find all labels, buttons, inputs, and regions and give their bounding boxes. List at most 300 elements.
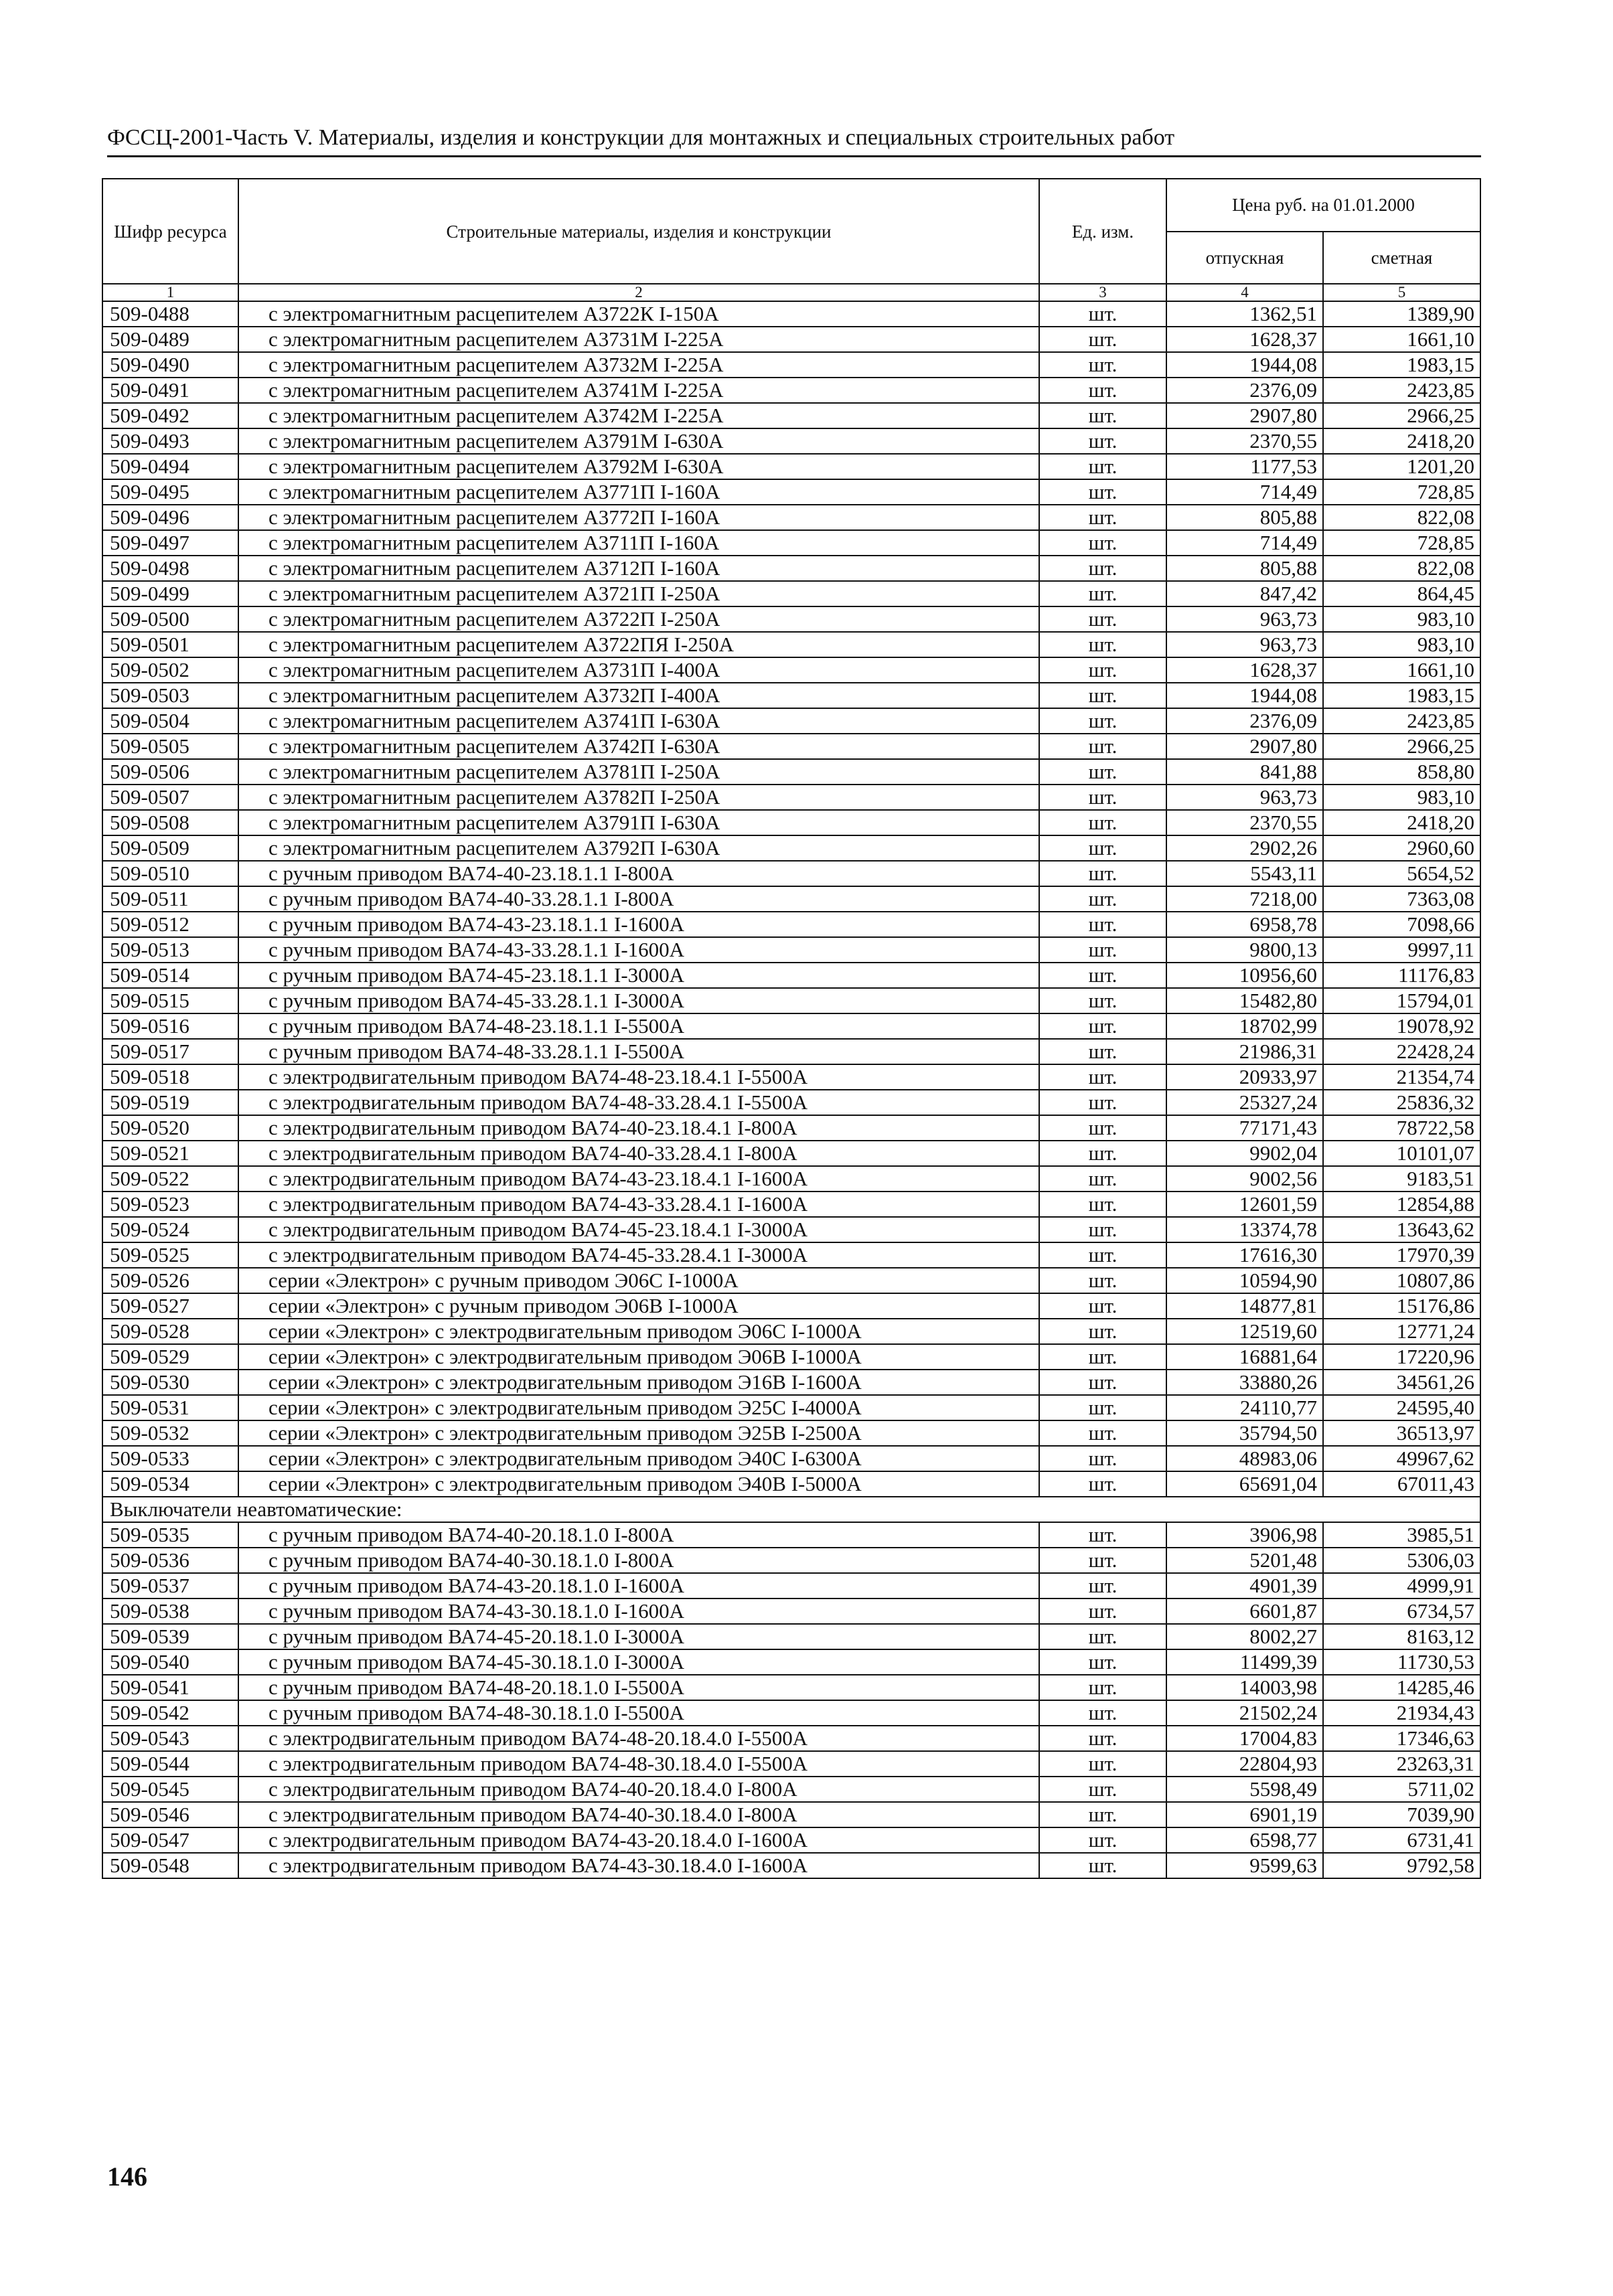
cell-code: 509-0496: [102, 505, 238, 530]
table-row: [102, 1395, 1480, 1420]
cell-name: с ручным приводом ВА74-40-33.28.1.1 I-800А: [238, 886, 1039, 912]
section-title: Выключатели неавтоматические:: [102, 1497, 1480, 1522]
cell-estimate-price: 7098,66: [1323, 912, 1480, 937]
cell-code: 509-0488: [102, 301, 238, 327]
table-row: [102, 454, 1480, 479]
header-rule: [107, 155, 1481, 157]
cell-unit: шт.: [1039, 1853, 1166, 1878]
cell-name: с электромагнитным расцепителем А3792П I-630А: [238, 835, 1039, 861]
cell-name: с электромагнитным расцепителем А3722К I-150А: [238, 301, 1039, 327]
cell-unit: шт.: [1039, 606, 1166, 632]
table-row: [102, 1370, 1480, 1395]
cell-estimate-price: 1201,20: [1323, 454, 1480, 479]
cell-code: 509-0498: [102, 556, 238, 581]
cell-estimate-price: 13643,62: [1323, 1217, 1480, 1242]
table-row: [102, 937, 1480, 963]
table-row: [102, 1802, 1480, 1827]
cell-name: с ручным приводом ВА74-45-30.18.1.0 I-3000А: [238, 1649, 1039, 1675]
cell-name: серии «Электрон» с электродвигательным приводом Э25В I-2500А: [238, 1420, 1039, 1446]
cell-estimate-price: 3985,51: [1323, 1522, 1480, 1548]
cell-release-price: 33880,26: [1166, 1370, 1323, 1395]
cell-estimate-price: 36513,97: [1323, 1420, 1480, 1446]
table-row: [102, 759, 1480, 785]
table-row: [102, 632, 1480, 657]
cell-release-price: 11499,39: [1166, 1649, 1323, 1675]
cell-estimate-price: 5654,52: [1323, 861, 1480, 886]
cell-name: с электродвигательным приводом ВА74-48-20.18.4.0 I-5500А: [238, 1726, 1039, 1751]
cell-estimate-price: 2960,60: [1323, 835, 1480, 861]
cell-release-price: 2902,26: [1166, 835, 1323, 861]
table-row: [102, 428, 1480, 454]
table-section: [102, 1497, 1480, 1522]
cell-release-price: 805,88: [1166, 556, 1323, 581]
cell-unit: шт.: [1039, 1827, 1166, 1853]
cell-estimate-price: 24595,40: [1323, 1395, 1480, 1420]
cell-name: серии «Электрон» с электродвигательным приводом Э40В I-5000А: [238, 1471, 1039, 1497]
cell-unit: шт.: [1039, 403, 1166, 428]
cell-unit: шт.: [1039, 1141, 1166, 1166]
table-row: [102, 1268, 1480, 1293]
cell-code: 509-0533: [102, 1446, 238, 1471]
cell-unit: шт.: [1039, 556, 1166, 581]
table-row: [102, 1293, 1480, 1319]
cell-release-price: 12601,59: [1166, 1192, 1323, 1217]
table-row: [102, 1471, 1480, 1497]
cell-release-price: 8002,27: [1166, 1624, 1323, 1649]
table-row: [102, 1726, 1480, 1751]
cell-code: 509-0519: [102, 1090, 238, 1115]
cell-unit: шт.: [1039, 963, 1166, 988]
column-header-name: Строительные материалы, изделия и конструкции: [238, 179, 1039, 284]
table-row: [102, 1192, 1480, 1217]
cell-estimate-price: 23263,31: [1323, 1751, 1480, 1777]
cell-unit: шт.: [1039, 1802, 1166, 1827]
cell-release-price: 6598,77: [1166, 1827, 1323, 1853]
cell-release-price: 25327,24: [1166, 1090, 1323, 1115]
table-row: [102, 835, 1480, 861]
cell-release-price: 18702,99: [1166, 1013, 1323, 1039]
cell-release-price: 6901,19: [1166, 1802, 1323, 1827]
cell-unit: шт.: [1039, 1268, 1166, 1293]
table-row: [102, 1319, 1480, 1344]
column-number: 1: [102, 284, 238, 301]
column-header-code: Шифр ресурса: [102, 179, 238, 284]
cell-estimate-price: 11730,53: [1323, 1649, 1480, 1675]
table-row: [102, 1777, 1480, 1802]
cell-unit: шт.: [1039, 327, 1166, 352]
cell-code: 509-0529: [102, 1344, 238, 1370]
cell-code: 509-0531: [102, 1395, 238, 1420]
cell-code: 509-0547: [102, 1827, 238, 1853]
cell-release-price: 805,88: [1166, 505, 1323, 530]
cell-code: 509-0543: [102, 1726, 238, 1751]
table-body-circuit-breakers: [102, 301, 1480, 1497]
cell-name: с ручным приводом ВА74-45-33.28.1.1 I-3000А: [238, 988, 1039, 1013]
cell-estimate-price: 1661,10: [1323, 657, 1480, 683]
table-row: [102, 1166, 1480, 1192]
cell-release-price: 2907,80: [1166, 734, 1323, 759]
cell-code: 509-0542: [102, 1700, 238, 1726]
cell-code: 509-0514: [102, 963, 238, 988]
cell-name: с ручным приводом ВА74-43-33.28.1.1 I-1600А: [238, 937, 1039, 963]
cell-release-price: 2376,09: [1166, 708, 1323, 734]
cell-code: 509-0502: [102, 657, 238, 683]
column-header-release-price: отпускная: [1166, 232, 1323, 284]
table-row: [102, 1853, 1480, 1878]
cell-estimate-price: 2966,25: [1323, 403, 1480, 428]
cell-code: 509-0515: [102, 988, 238, 1013]
cell-unit: шт.: [1039, 505, 1166, 530]
cell-code: 509-0491: [102, 378, 238, 403]
cell-name: с электромагнитным расцепителем А3711П I-160А: [238, 530, 1039, 556]
cell-release-price: 9002,56: [1166, 1166, 1323, 1192]
cell-name: с электромагнитным расцепителем А3772П I-160А: [238, 505, 1039, 530]
cell-estimate-price: 2418,20: [1323, 810, 1480, 835]
table-row: [102, 988, 1480, 1013]
cell-release-price: 12519,60: [1166, 1319, 1323, 1344]
cell-release-price: 2370,55: [1166, 428, 1323, 454]
cell-name: с электромагнитным расцепителем А3791П I-630А: [238, 810, 1039, 835]
cell-name: с электромагнитным расцепителем А3742М I-225А: [238, 403, 1039, 428]
cell-release-price: 48983,06: [1166, 1446, 1323, 1471]
cell-unit: шт.: [1039, 1420, 1166, 1446]
cell-unit: шт.: [1039, 352, 1166, 378]
cell-code: 509-0505: [102, 734, 238, 759]
cell-unit: шт.: [1039, 683, 1166, 708]
cell-release-price: 1628,37: [1166, 657, 1323, 683]
cell-code: 509-0497: [102, 530, 238, 556]
table-row: [102, 912, 1480, 937]
cell-estimate-price: 19078,92: [1323, 1013, 1480, 1039]
cell-name: с электродвигательным приводом ВА74-45-23.18.4.1 I-3000А: [238, 1217, 1039, 1242]
cell-code: 509-0518: [102, 1064, 238, 1090]
cell-unit: шт.: [1039, 657, 1166, 683]
cell-code: 509-0517: [102, 1039, 238, 1064]
cell-release-price: 5598,49: [1166, 1777, 1323, 1802]
cell-code: 509-0525: [102, 1242, 238, 1268]
cell-unit: шт.: [1039, 912, 1166, 937]
cell-release-price: 1944,08: [1166, 683, 1323, 708]
cell-code: 509-0512: [102, 912, 238, 937]
table-row: [102, 556, 1480, 581]
cell-estimate-price: 983,10: [1323, 606, 1480, 632]
cell-estimate-price: 67011,43: [1323, 1471, 1480, 1497]
cell-unit: шт.: [1039, 1039, 1166, 1064]
cell-release-price: 14003,98: [1166, 1675, 1323, 1700]
cell-name: серии «Электрон» с электродвигательным приводом Э06С I-1000А: [238, 1319, 1039, 1344]
cell-code: 509-0537: [102, 1573, 238, 1598]
cell-estimate-price: 728,85: [1323, 479, 1480, 505]
cell-unit: шт.: [1039, 708, 1166, 734]
cell-release-price: 13374,78: [1166, 1217, 1323, 1242]
cell-unit: шт.: [1039, 886, 1166, 912]
cell-code: 509-0526: [102, 1268, 238, 1293]
cell-unit: шт.: [1039, 785, 1166, 810]
cell-estimate-price: 2966,25: [1323, 734, 1480, 759]
cell-name: с электродвигательным приводом ВА74-40-20.18.4.0 I-800А: [238, 1777, 1039, 1802]
cell-code: 509-0507: [102, 785, 238, 810]
cell-release-price: 9902,04: [1166, 1141, 1323, 1166]
cell-name: с электромагнитным расцепителем А3722ПЯ I-250А: [238, 632, 1039, 657]
cell-estimate-price: 9792,58: [1323, 1853, 1480, 1878]
cell-estimate-price: 9997,11: [1323, 937, 1480, 963]
table-row: [102, 606, 1480, 632]
table-row: [102, 657, 1480, 683]
cell-code: 509-0545: [102, 1777, 238, 1802]
cell-unit: шт.: [1039, 1242, 1166, 1268]
cell-unit: шт.: [1039, 988, 1166, 1013]
cell-release-price: 714,49: [1166, 530, 1323, 556]
cell-code: 509-0511: [102, 886, 238, 912]
cell-release-price: 15482,80: [1166, 988, 1323, 1013]
page-header-title: ФССЦ-2001-Часть V. Материалы, изделия и конструкции для монтажных и специальных строительных работ: [107, 125, 1175, 150]
cell-name: с электромагнитным расцепителем А3712П I-160А: [238, 556, 1039, 581]
cell-name: с ручным приводом ВА74-48-20.18.1.0 I-5500А: [238, 1675, 1039, 1700]
cell-unit: шт.: [1039, 835, 1166, 861]
cell-code: 509-0540: [102, 1649, 238, 1675]
cell-code: 509-0494: [102, 454, 238, 479]
cell-unit: шт.: [1039, 937, 1166, 963]
cell-name: с ручным приводом ВА74-43-30.18.1.0 I-1600А: [238, 1598, 1039, 1624]
cell-estimate-price: 5711,02: [1323, 1777, 1480, 1802]
cell-code: 509-0524: [102, 1217, 238, 1242]
cell-release-price: 963,73: [1166, 606, 1323, 632]
cell-estimate-price: 21934,43: [1323, 1700, 1480, 1726]
cell-release-price: 1944,08: [1166, 352, 1323, 378]
cell-name: серии «Электрон» с электродвигательным приводом Э40С I-6300А: [238, 1446, 1039, 1471]
cell-name: с ручным приводом ВА74-45-20.18.1.0 I-3000А: [238, 1624, 1039, 1649]
table-row: [102, 1013, 1480, 1039]
cell-release-price: 14877,81: [1166, 1293, 1323, 1319]
cell-unit: шт.: [1039, 378, 1166, 403]
cell-code: 509-0516: [102, 1013, 238, 1039]
cell-release-price: 35794,50: [1166, 1420, 1323, 1446]
cell-code: 509-0510: [102, 861, 238, 886]
table-row: [102, 886, 1480, 912]
cell-unit: шт.: [1039, 810, 1166, 835]
cell-name: серии «Электрон» с электродвигательным приводом Э06В I-1000А: [238, 1344, 1039, 1370]
cell-release-price: 10594,90: [1166, 1268, 1323, 1293]
cell-code: 509-0490: [102, 352, 238, 378]
cell-name: с ручным приводом ВА74-43-23.18.1.1 I-1600А: [238, 912, 1039, 937]
cell-release-price: 20933,97: [1166, 1064, 1323, 1090]
cell-unit: шт.: [1039, 1548, 1166, 1573]
cell-release-price: 1628,37: [1166, 327, 1323, 352]
cell-name: с электромагнитным расцепителем А3731М I-225А: [238, 327, 1039, 352]
cell-unit: шт.: [1039, 1700, 1166, 1726]
cell-estimate-price: 1983,15: [1323, 683, 1480, 708]
cell-release-price: 24110,77: [1166, 1395, 1323, 1420]
cell-code: 509-0492: [102, 403, 238, 428]
table-row: [102, 1675, 1480, 1700]
cell-code: 509-0535: [102, 1522, 238, 1548]
cell-code: 509-0532: [102, 1420, 238, 1446]
cell-code: 509-0544: [102, 1751, 238, 1777]
cell-code: 509-0509: [102, 835, 238, 861]
cell-code: 509-0548: [102, 1853, 238, 1878]
table-row: [102, 327, 1480, 352]
table-row: [102, 1624, 1480, 1649]
cell-code: 509-0495: [102, 479, 238, 505]
cell-unit: шт.: [1039, 1624, 1166, 1649]
cell-estimate-price: 822,08: [1323, 505, 1480, 530]
table-row: [102, 785, 1480, 810]
cell-unit: шт.: [1039, 1013, 1166, 1039]
cell-unit: шт.: [1039, 1370, 1166, 1395]
column-number: 3: [1039, 284, 1166, 301]
cell-estimate-price: 10101,07: [1323, 1141, 1480, 1166]
cell-release-price: 17004,83: [1166, 1726, 1323, 1751]
cell-code: 509-0493: [102, 428, 238, 454]
cell-release-price: 21502,24: [1166, 1700, 1323, 1726]
cell-unit: шт.: [1039, 1598, 1166, 1624]
table-row: [102, 1598, 1480, 1624]
cell-unit: шт.: [1039, 1446, 1166, 1471]
cell-estimate-price: 2418,20: [1323, 428, 1480, 454]
cell-name: с ручным приводом ВА74-43-20.18.1.0 I-1600А: [238, 1573, 1039, 1598]
cell-code: 509-0522: [102, 1166, 238, 1192]
cell-name: с электромагнитным расцепителем А3792М I-630А: [238, 454, 1039, 479]
column-header-price-group: Цена руб. на 01.01.2000: [1166, 179, 1480, 232]
cell-name: с электродвигательным приводом ВА74-48-23.18.4.1 I-5500А: [238, 1064, 1039, 1090]
cell-name: с электродвигательным приводом ВА74-43-23.18.4.1 I-1600А: [238, 1166, 1039, 1192]
cell-estimate-price: 49967,62: [1323, 1446, 1480, 1471]
cell-estimate-price: 864,45: [1323, 581, 1480, 606]
cell-name: с электромагнитным расцепителем А3741М I-225А: [238, 378, 1039, 403]
cell-release-price: 847,42: [1166, 581, 1323, 606]
table-row: [102, 1242, 1480, 1268]
cell-estimate-price: 2423,85: [1323, 708, 1480, 734]
table-row: [102, 301, 1480, 327]
cell-name: с электромагнитным расцепителем А3731П I-400А: [238, 657, 1039, 683]
cell-name: с ручным приводом ВА74-48-23.18.1.1 I-5500А: [238, 1013, 1039, 1039]
cell-code: 509-0508: [102, 810, 238, 835]
cell-release-price: 6601,87: [1166, 1598, 1323, 1624]
table-row: [102, 963, 1480, 988]
cell-code: 509-0521: [102, 1141, 238, 1166]
table-row: [102, 1573, 1480, 1598]
cell-unit: шт.: [1039, 1522, 1166, 1548]
cell-estimate-price: 11176,83: [1323, 963, 1480, 988]
table-row: [102, 1649, 1480, 1675]
table-row: [102, 683, 1480, 708]
table-row: [102, 352, 1480, 378]
cell-name: с электромагнитным расцепителем А3791М I-630А: [238, 428, 1039, 454]
cell-unit: шт.: [1039, 1573, 1166, 1598]
table-header: [102, 179, 1480, 301]
cell-release-price: 963,73: [1166, 785, 1323, 810]
cell-unit: шт.: [1039, 454, 1166, 479]
cell-unit: шт.: [1039, 861, 1166, 886]
cell-name: с электромагнитным расцепителем А3721П I-250А: [238, 581, 1039, 606]
cell-estimate-price: 5306,03: [1323, 1548, 1480, 1573]
column-number: 4: [1166, 284, 1323, 301]
cell-estimate-price: 2423,85: [1323, 378, 1480, 403]
cell-unit: шт.: [1039, 632, 1166, 657]
table-row: [102, 1420, 1480, 1446]
section-row: [102, 1497, 1480, 1522]
cell-unit: шт.: [1039, 1090, 1166, 1115]
cell-code: 509-0504: [102, 708, 238, 734]
cell-name: с электромагнитным расцепителем А3782П I-250А: [238, 785, 1039, 810]
cell-estimate-price: 15794,01: [1323, 988, 1480, 1013]
cell-estimate-price: 17970,39: [1323, 1242, 1480, 1268]
cell-estimate-price: 21354,74: [1323, 1064, 1480, 1090]
cell-name: серии «Электрон» с электродвигательным приводом Э16В I-1600А: [238, 1370, 1039, 1395]
column-header-estimate-price: сметная: [1323, 232, 1480, 284]
cell-name: с ручным приводом ВА74-40-23.18.1.1 I-800А: [238, 861, 1039, 886]
table-row: [102, 1141, 1480, 1166]
cell-code: 509-0538: [102, 1598, 238, 1624]
column-number: 2: [238, 284, 1039, 301]
cell-release-price: 16881,64: [1166, 1344, 1323, 1370]
cell-release-price: 77171,43: [1166, 1115, 1323, 1141]
cell-estimate-price: 8163,12: [1323, 1624, 1480, 1649]
cell-unit: шт.: [1039, 1064, 1166, 1090]
cell-unit: шт.: [1039, 1293, 1166, 1319]
cell-estimate-price: 12854,88: [1323, 1192, 1480, 1217]
cell-name: с электродвигательным приводом ВА74-43-30.18.4.0 I-1600А: [238, 1853, 1039, 1878]
cell-estimate-price: 1389,90: [1323, 301, 1480, 327]
table-row: [102, 479, 1480, 505]
cell-release-price: 22804,93: [1166, 1751, 1323, 1777]
cell-code: 509-0541: [102, 1675, 238, 1700]
cell-name: с электродвигательным приводом ВА74-43-20.18.4.0 I-1600А: [238, 1827, 1039, 1853]
cell-estimate-price: 728,85: [1323, 530, 1480, 556]
cell-name: с электродвигательным приводом ВА74-43-33.28.4.1 I-1600А: [238, 1192, 1039, 1217]
cell-unit: шт.: [1039, 428, 1166, 454]
cell-release-price: 3906,98: [1166, 1522, 1323, 1548]
column-number: 5: [1323, 284, 1480, 301]
table-row: [102, 861, 1480, 886]
cell-name: серии «Электрон» с ручным приводом Э06С I-1000А: [238, 1268, 1039, 1293]
cell-unit: шт.: [1039, 1726, 1166, 1751]
cell-name: с электромагнитным расцепителем А3742П I-630А: [238, 734, 1039, 759]
cell-estimate-price: 15176,86: [1323, 1293, 1480, 1319]
cell-name: с ручным приводом ВА74-48-30.18.1.0 I-5500А: [238, 1700, 1039, 1726]
cell-unit: шт.: [1039, 479, 1166, 505]
cell-unit: шт.: [1039, 734, 1166, 759]
cell-name: с ручным приводом ВА74-40-20.18.1.0 I-800А: [238, 1522, 1039, 1548]
cell-code: 509-0489: [102, 327, 238, 352]
column-number-row: [102, 284, 1480, 301]
table-row: [102, 1115, 1480, 1141]
cell-estimate-price: 6731,41: [1323, 1827, 1480, 1853]
cell-release-price: 17616,30: [1166, 1242, 1323, 1268]
cell-estimate-price: 6734,57: [1323, 1598, 1480, 1624]
table-body-switches: [102, 1522, 1480, 1878]
cell-unit: шт.: [1039, 1471, 1166, 1497]
table-row: [102, 1522, 1480, 1548]
table-row: [102, 1548, 1480, 1573]
cell-estimate-price: 1983,15: [1323, 352, 1480, 378]
cell-unit: шт.: [1039, 1751, 1166, 1777]
cell-name: с ручным приводом ВА74-40-30.18.1.0 I-800А: [238, 1548, 1039, 1573]
cell-unit: шт.: [1039, 1217, 1166, 1242]
cell-unit: шт.: [1039, 530, 1166, 556]
table-row: [102, 505, 1480, 530]
table-row: [102, 378, 1480, 403]
table-row: [102, 1039, 1480, 1064]
cell-release-price: 65691,04: [1166, 1471, 1323, 1497]
cell-release-price: 1362,51: [1166, 301, 1323, 327]
cell-estimate-price: 12771,24: [1323, 1319, 1480, 1344]
table-row: [102, 810, 1480, 835]
cell-unit: шт.: [1039, 1192, 1166, 1217]
table-row: [102, 1217, 1480, 1242]
cell-estimate-price: 10807,86: [1323, 1268, 1480, 1293]
cell-release-price: 963,73: [1166, 632, 1323, 657]
